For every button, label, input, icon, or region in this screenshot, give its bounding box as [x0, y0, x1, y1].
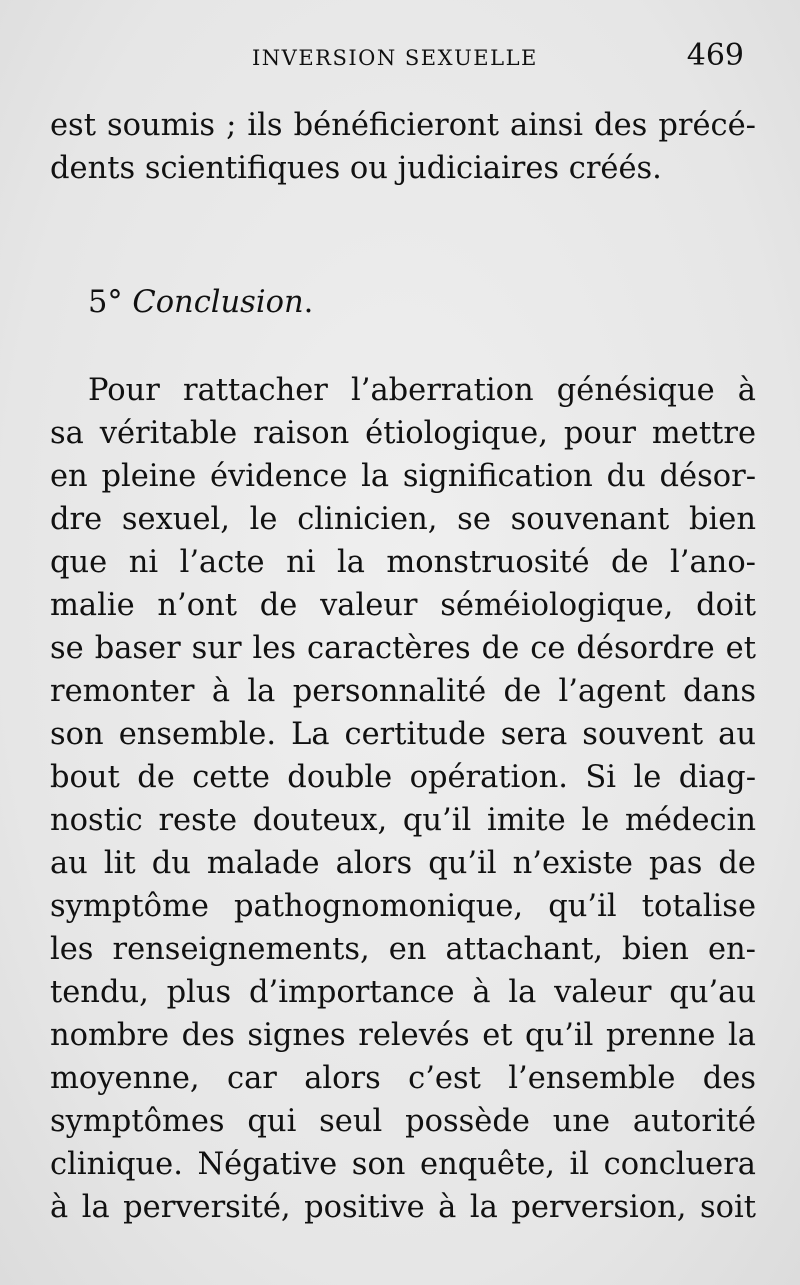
text-line: au lit du malade alors qu’il n’existe pas de — [50, 846, 756, 881]
text-line: tendu, plus d’importance à la valeur qu’au — [50, 975, 756, 1010]
section-number: 5° — [88, 285, 123, 320]
text-line: dents scientifiques ou judiciaires créés. — [50, 151, 662, 186]
section-heading — [88, 281, 313, 324]
text-line: malie n’ont de valeur séméiologique, doit — [50, 588, 756, 623]
conclusion-paragraph — [50, 369, 756, 1229]
running-title: INVERSION SEXUELLE — [252, 46, 538, 70]
text-line: clinique. Négative son enquête, il concluera — [50, 1147, 756, 1182]
text-line: symptômes qui seul possède une autorité — [50, 1104, 756, 1139]
text-line: dre sexuel, le clinicien, se souvenant bien — [50, 502, 756, 537]
running-head — [0, 40, 800, 76]
text-line: que ni l’acte ni la monstruosité de l’ano- — [50, 545, 756, 580]
text-line: son ensemble. La certitude sera souvent au — [50, 717, 756, 752]
continuation-text — [50, 104, 756, 190]
text-line: nombre des signes relevés et qu’il prenne la — [50, 1018, 756, 1053]
text-line: en pleine évidence la signification du désor- — [50, 459, 756, 494]
text-line: Pour rattacher l’aberration génésique à — [88, 373, 756, 408]
text-line: à la perversité, positive à la perversion, soit — [50, 1190, 756, 1225]
section-title-period: . — [303, 285, 314, 320]
text-line: nostic reste douteux, qu’il imite le médecin — [50, 803, 756, 838]
page-number: 469 — [686, 38, 744, 73]
text-line: les renseignements, en attachant, bien en- — [50, 932, 756, 967]
text-line: sa véritable raison étiologique, pour mettre — [50, 416, 756, 451]
text-line: est soumis ; ils bénéficieront ainsi des précé- — [50, 108, 756, 143]
text-line: bout de cette double opération. Si le diag- — [50, 760, 756, 795]
text-line: symptôme pathognomonique, qu’il totalise — [50, 889, 756, 924]
text-line: moyenne, car alors c’est l’ensemble des — [50, 1061, 756, 1096]
text-line: remonter à la personnalité de l’agent dans — [50, 674, 756, 709]
text-line: se baser sur les caractères de ce désordre et — [50, 631, 756, 666]
section-title: Conclusion — [132, 285, 304, 320]
